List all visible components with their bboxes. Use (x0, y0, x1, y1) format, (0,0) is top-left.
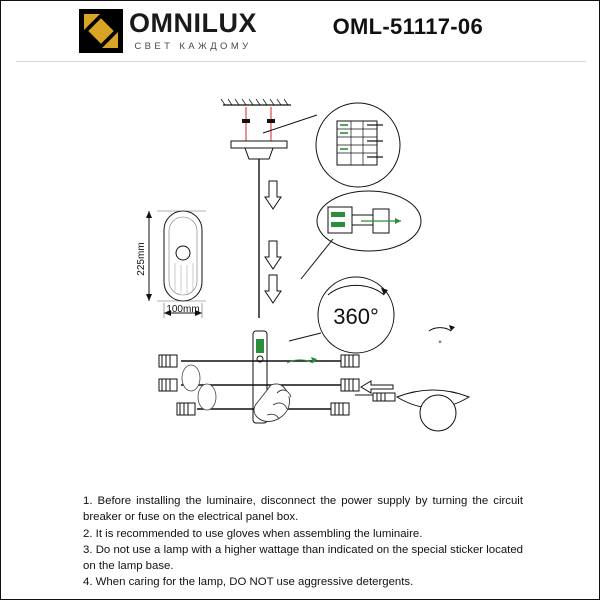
brand-tagline: СВЕТ КАЖДОМУ (134, 41, 252, 53)
brand-name-lux: LUX (201, 8, 257, 39)
diffuser-shade (397, 390, 469, 431)
screw-icons (373, 393, 395, 401)
assembly-diagram (1, 63, 600, 483)
shade-elevation (164, 211, 202, 301)
terminal-block-detail (316, 103, 400, 187)
svg-text:100mm: 100mm (166, 304, 200, 315)
brand-logo (79, 9, 257, 53)
model-code: OML-51117-06 (332, 14, 483, 39)
screw-heads (242, 119, 275, 123)
safety-notes (83, 493, 523, 591)
note-2: 2. It is recommended to use gloves when assembling the luminaire. (83, 527, 423, 540)
svg-text:225mm: 225mm (136, 242, 147, 276)
rotation-detail (289, 277, 394, 353)
note-1: 1. Before installing the luminaire, disconnect the power supply by turning the circuit breaker or fuse on the electrical panel box. (83, 495, 523, 524)
twist-arrow (287, 357, 317, 363)
header (1, 1, 600, 63)
omnilux-logo-icon (79, 9, 123, 53)
svg-text:360°: 360° (333, 304, 379, 329)
dimension-width (164, 303, 202, 318)
note-3: 3. Do not use a lamp with a higher wattage than indicated on the special sticker located on the lamp base. (83, 543, 523, 573)
header-divider (16, 61, 586, 62)
connector-detail (301, 191, 421, 279)
brand-name-omni: OMNI (129, 8, 202, 39)
brand-name (129, 10, 257, 37)
assembly-direction-arrows (265, 181, 281, 303)
note-4: 4. When caring for the lamp, DO NOT use aggressive detergents. (83, 576, 414, 589)
svg-text:°: ° (438, 339, 442, 349)
ceiling-screws (246, 107, 271, 141)
ceiling-surface (221, 99, 291, 105)
brand-logo-text (129, 10, 257, 52)
